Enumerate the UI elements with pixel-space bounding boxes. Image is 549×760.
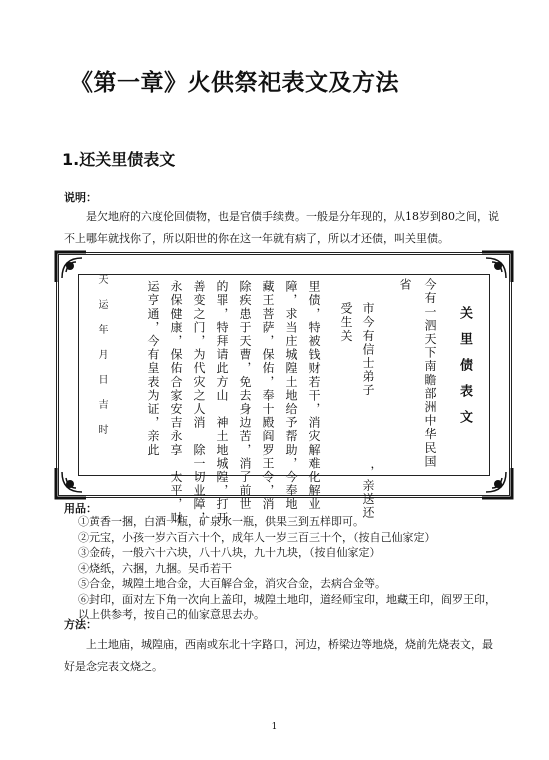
- memorial-column: 藏王菩萨，保佑，奉十殿阎罗王令，消: [261, 280, 275, 512]
- list-item: 以上供参考，按自己的仙家意思去办。: [78, 608, 265, 621]
- memorial-column: 善变之门，为代灾之人消 除一切业障，: [192, 280, 206, 525]
- method-label: 方法：: [64, 618, 97, 631]
- list-item: ②元宝，小孩一岁六百六十个，成年人一岁三百三十个，（按自己仙家定）: [78, 530, 436, 544]
- memorial-title: 关里债表文: [457, 306, 472, 436]
- supplies-label: 用品：: [64, 502, 97, 515]
- memorial-column: 今有一泗天下南瞻部洲中华民国: [423, 278, 437, 469]
- memorial-column: 受生关: [339, 302, 353, 343]
- note-line-1: 是欠地府的六度伦回债物，也是官债手续费。一般是分年现的，从18岁到80之间，说: [86, 210, 499, 223]
- memorial-column: 里债，特被钱财若干，消灾解难化解业: [307, 280, 321, 512]
- list-item: ③金砖，一般六十六块，八十八块，九十九块，（按自仙家定）: [78, 546, 381, 559]
- section-title: 1.还关里债表文: [62, 150, 176, 169]
- method-line-1: 上土地庙，城隍庙，西南或东北十字路口，河边，桥梁边等地烧，烧前先烧表文，最: [86, 638, 493, 651]
- supplies-list: [78, 514, 496, 623]
- list-item: ⑥封印，面对左下角一次向上盖印，城隍土地印，道经师宝印，地藏王印，阎罗王印，: [78, 592, 496, 606]
- list-item: ⑤合金，城隍土地合金，大百解合金，消灾合金，去病合金等。: [78, 577, 386, 590]
- page-number: 1: [271, 722, 278, 732]
- memorial-column: 永保健康，保佑合家安吉永享 太平，财: [169, 280, 183, 525]
- memorial-column: 障，求当庄城隍土地给予帮助，今奉地: [284, 280, 298, 512]
- memorial-column: 市今有信士弟子 ，亲送还: [361, 302, 375, 520]
- memorial-column: 除疾患于天曹，免去身边苦，消了前世: [238, 280, 252, 512]
- corner-ornament-icon: [54, 466, 88, 500]
- method-line-2: 好是念完表文烧之。: [64, 660, 163, 673]
- chapter-title: 《第一章》火供祭祀表文及方法: [70, 70, 399, 96]
- corner-ornament-icon: [480, 250, 514, 284]
- memorial-column: 的罪，特拜请此方山 神土地城隍，打开: [215, 280, 229, 525]
- note-label: 说明：: [64, 191, 97, 204]
- list-item: ①黄香一捆，白酒一瓶，矿泉水一瓶，供果三到五样即可。: [78, 515, 364, 528]
- memorial-date-column: 天运年月日吉时: [96, 274, 107, 449]
- list-item: ④烧纸，六捆，九捆。吴币若干: [78, 561, 232, 575]
- memorial-column: 省: [398, 278, 412, 292]
- corner-ornament-icon: [480, 466, 514, 500]
- memorial-column: 运亨通，今有皇表为证，亲此: [146, 280, 160, 457]
- note-line-2: 不上哪年就找你了，所以阳世的你在这一年就有病了，所以才还债，叫关里债。: [64, 232, 449, 245]
- corner-ornament-icon: [54, 250, 88, 284]
